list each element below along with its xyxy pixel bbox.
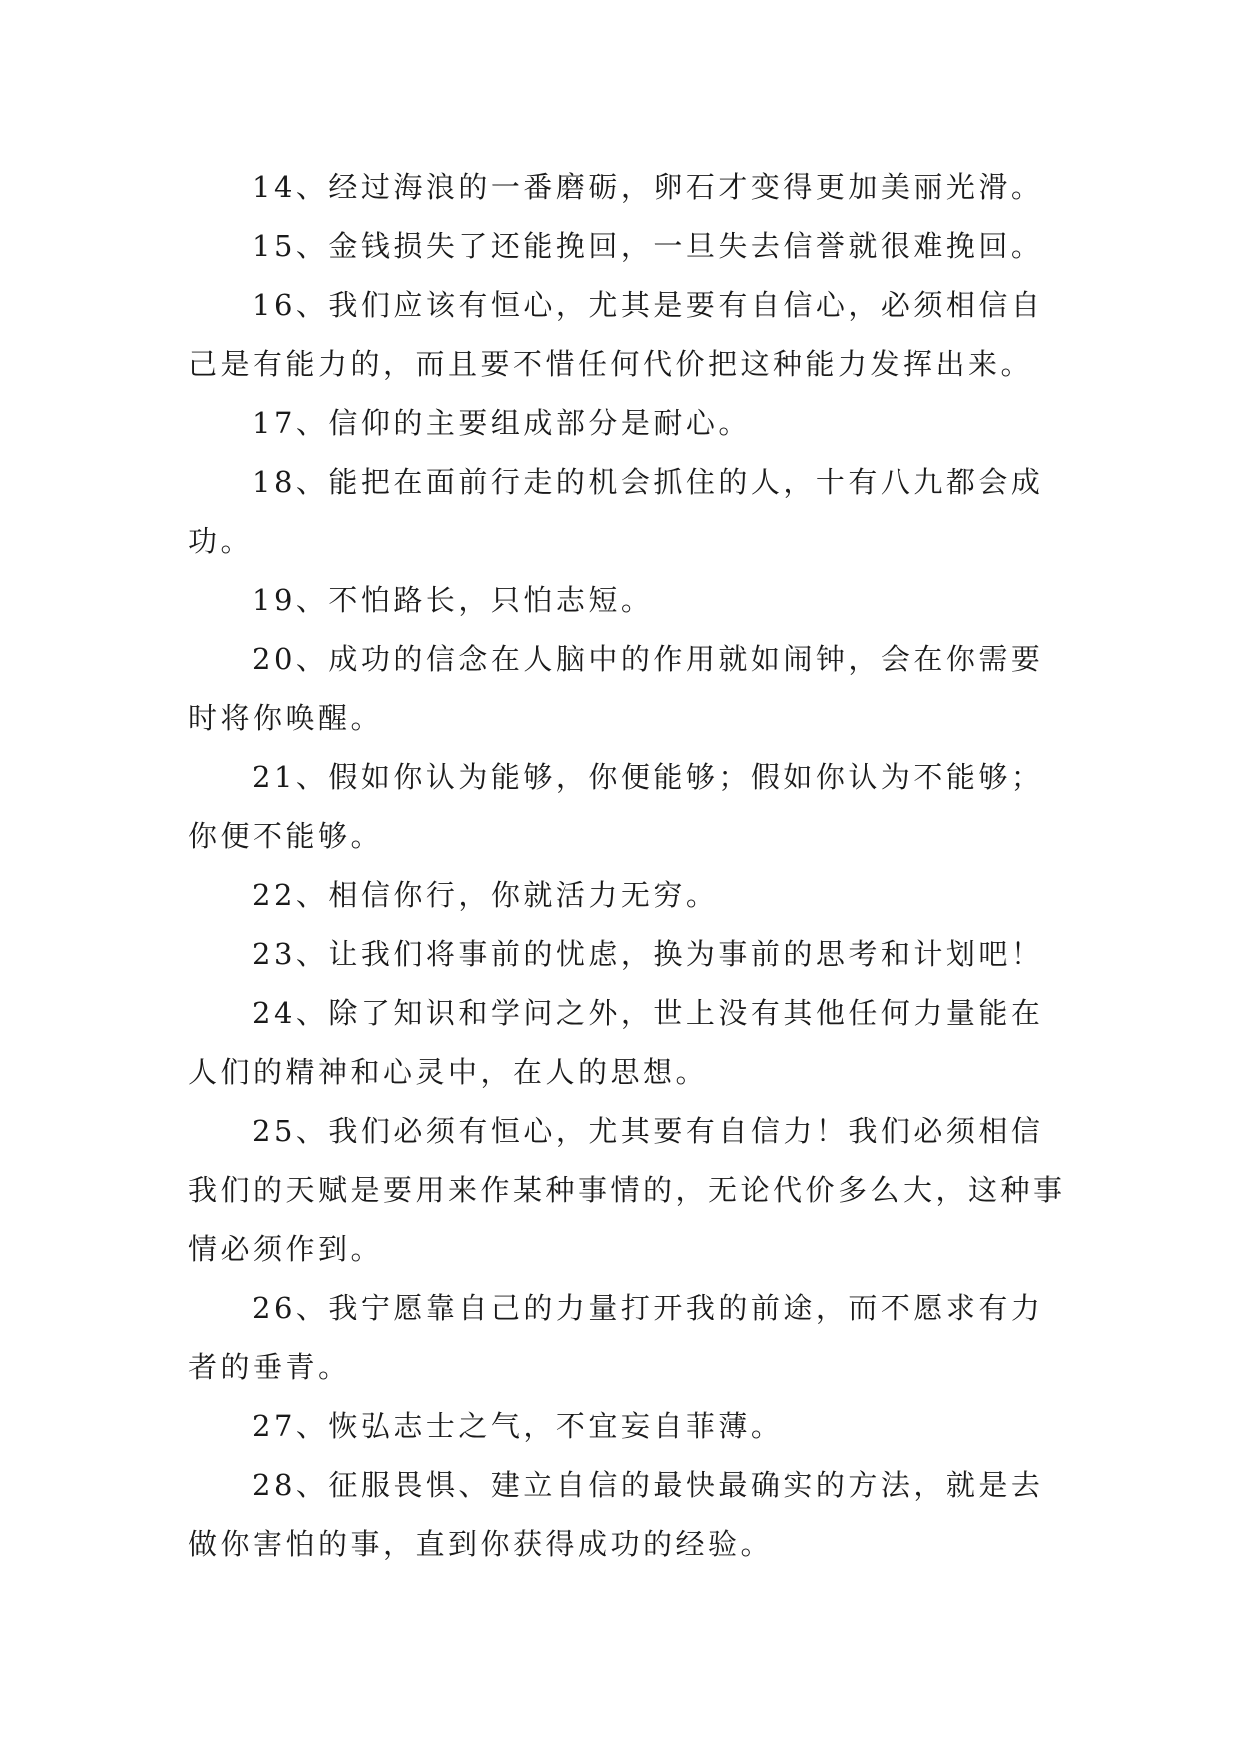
paragraph-16: 16、我们应该有恒心，尤其是要有自信心，必须相信自己是有能力的，而且要不惜任何代价把这种能力发挥出来。 [188, 288, 1044, 381]
paragraph-17: 17、信仰的主要组成部分是耐心。 [252, 406, 751, 440]
paragraph-22: 22、相信你行，你就活力无穷。 [252, 878, 719, 912]
paragraph-24: 24、除了知识和学问之外，世上没有其他任何力量能在人们的精神和心灵中，在人的思想。 [188, 996, 1044, 1089]
paragraph-19: 19、不怕路长，只怕志短。 [252, 583, 654, 617]
paragraph-14: 14、经过海浪的一番磨砺，卵石才变得更加美丽光滑。 [252, 170, 1044, 204]
paragraph-25: 25、我们必须有恒心，尤其要有自信力！我们必须相信我们的天赋是要用来作某种事情的，无论代价多么大，这种事情必须作到。 [188, 1114, 1066, 1266]
paragraph-23: 23、让我们将事前的忧虑，换为事前的思考和计划吧！ [252, 937, 1044, 971]
paragraph-18: 18、能把在面前行走的机会抓住的人，十有八九都会成功。 [188, 465, 1044, 558]
paragraph-27: 27、恢弘志士之气，不宜妄自菲薄。 [252, 1409, 784, 1443]
paragraph-26: 26、我宁愿靠自己的力量打开我的前途，而不愿求有力者的垂青。 [188, 1291, 1044, 1384]
paragraph-21: 21、假如你认为能够，你便能够；假如你认为不能够；你便不能够。 [188, 760, 1044, 853]
paragraph-20: 20、成功的信念在人脑中的作用就如闹钟，会在你需要时将你唤醒。 [188, 642, 1044, 735]
paragraph-28: 28、征服畏惧、建立自信的最快最确实的方法，就是去做你害怕的事，直到你获得成功的经验。 [188, 1468, 1044, 1561]
paragraph-15: 15、金钱损失了还能挽回，一旦失去信誉就很难挽回。 [252, 229, 1044, 263]
document-body [188, 158, 1073, 1574]
